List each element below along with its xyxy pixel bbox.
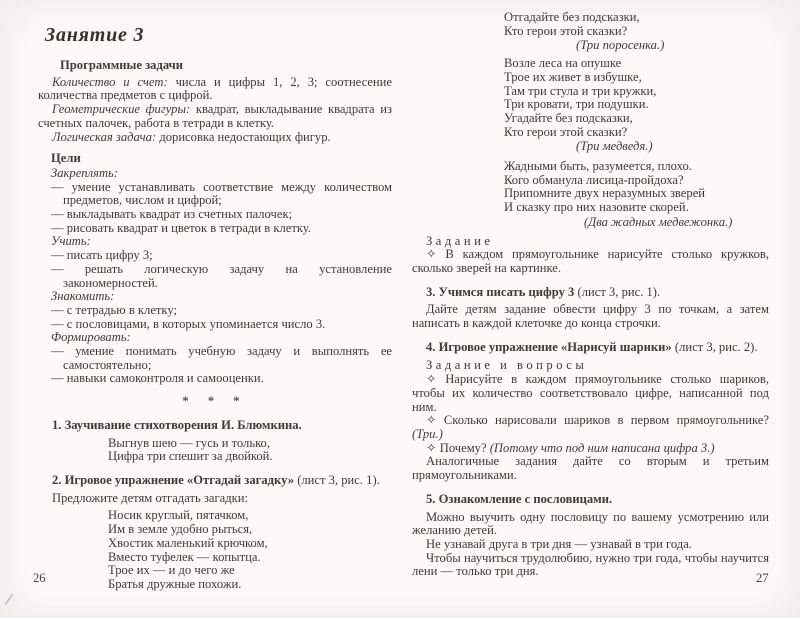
question-answer: (Три.) (412, 426, 443, 441)
lesson-title: Занятие 3 (45, 24, 145, 46)
question-text: Почему? (439, 440, 487, 455)
poem-block (108, 509, 392, 591)
program-text: числа и цифры 1, 2, 3; соотнесение количества предметов с цифрой. (38, 74, 392, 103)
page-left (38, 0, 392, 594)
section-5-heading: 5. Ознакомление с пословицами. (426, 491, 613, 506)
poem-line: Возле леса на опушке (504, 56, 622, 71)
task-paragraph (412, 414, 769, 441)
poem-line: Кто герои этой сказки? (504, 124, 628, 139)
poem-line: Хвостик маленький крючком, (108, 535, 268, 550)
poem-line: Выгнув шею — гусь и только, (108, 435, 270, 450)
poem-line: Трое их — и до чего же (108, 563, 235, 578)
program-paragraph (38, 131, 392, 145)
riddle-block (504, 57, 769, 139)
riddle-block (504, 160, 769, 215)
page-number-left: 26 (33, 571, 46, 585)
section-4-note: Аналогичные задания дайте со вторым и третьим прямоугольниками. (412, 454, 769, 483)
question-text: Сколько нарисовали шариков в первом прямоугольнике? (443, 413, 769, 428)
poem-line: Вместо туфелек — копытца. (108, 549, 261, 564)
goal-group-label: Формировать: (51, 330, 131, 345)
diamond-icon: ✧ (426, 372, 437, 387)
section-2-heading-bold: 2. Игровое упражнение «Отгадай загадку» (52, 472, 295, 487)
goals-heading: Цели (51, 151, 81, 166)
proverb: Не узнавай друга в три дня — узнавай в три года. (426, 536, 692, 551)
diamond-icon: ✧ (426, 247, 437, 262)
proverb: Чтобы научиться трудолюбию, нужно три года, чтобы научится лени — только три дня. (412, 550, 769, 579)
riddle-answer: (Два жадных медвежонка.) (584, 214, 733, 229)
poem-line: Носик круглый, пятачком, (108, 508, 249, 523)
goal-item: — выкладывать квадрат из счетных палочек; (51, 207, 293, 222)
goal-item: — с тетрадью в клетку; (51, 302, 177, 317)
goal-group-label: Знакомить: (51, 289, 115, 304)
poem-line: Три кровати, три подушки. (504, 97, 649, 112)
task-text: В каждом прямоугольнике нарисуйте столько кружков, сколько зверей на картинке. (412, 247, 769, 275)
program-lead: Логическая задача: (52, 129, 157, 144)
poem-line: Припомните двух неразумных зверей (504, 186, 706, 201)
section-3-heading (412, 286, 769, 300)
task-paragraph (412, 442, 769, 456)
poem-line: Кто герои этой сказки? (504, 23, 628, 38)
task-paragraph (412, 373, 769, 414)
poem-line: Отгадайте без подсказки, (504, 10, 640, 24)
riddle-answer: (Три медведя.) (576, 139, 653, 154)
proverbs-paragraph: Можно выучить одну пословицу по вашему усмотрению или желанию детей. (412, 509, 769, 538)
goal-item: — писать цифру 3; (51, 248, 153, 263)
program-lead: Геометрические фигуры: (52, 102, 191, 117)
poem-line: Там три стула и три кружки, (504, 83, 657, 98)
poem-line: Жадными быть, разумеется, плохо. (504, 159, 692, 174)
section-4-heading (412, 341, 769, 355)
page-number-right: 27 (756, 571, 769, 585)
riddle-block (504, 11, 769, 38)
riddle-answer: (Три поросенка.) (576, 38, 665, 53)
section-separator-stars: * * * (182, 394, 248, 409)
goal-item: — с пословицами, в которых упоминается число 3. (51, 316, 326, 331)
goal-group-label: Учить: (51, 234, 91, 249)
section-3-heading-ref: (лист 3, рис. 1). (577, 284, 661, 299)
poem-line: Цифра три спешит за двойкой. (108, 449, 273, 464)
page-right (412, 0, 769, 579)
section-2-heading-ref: (лист 3, рис. 1). (297, 472, 380, 487)
task-paragraph (412, 248, 769, 275)
diamond-icon: ✧ (426, 440, 437, 455)
program-lead: Количество и счет: (52, 74, 168, 89)
program-tasks-heading: Программные задачи (60, 58, 183, 72)
poem-line: Угадайте без подсказки, (504, 110, 633, 125)
goal-item: — умение понимать учебную задачу и выполнять ее самостоятельно; (51, 344, 392, 372)
question-answer: (Потому что под ним написана цифра 3.) (489, 440, 715, 455)
question-text: Нарисуйте в каждом прямоугольнике столько шариков, чтобы их количество соответствовало цифре, написанной под ним. (412, 372, 769, 414)
diamond-icon: ✧ (426, 413, 437, 428)
goal-item: — решать логическую задачу на установление закономерностей. (51, 261, 392, 290)
section-3-text: Дайте детям задание обвести цифру 3 по точкам, а затем написать в каждой клеточке до конца строчки. (412, 302, 769, 331)
poem-block (108, 437, 392, 464)
section-3-heading-bold: 3. Учимся писать цифру 3 (426, 284, 575, 299)
section-2-heading (38, 474, 392, 488)
program-paragraph (38, 76, 392, 103)
program-paragraph (38, 103, 392, 130)
goal-item: — навыки самоконтроля и самооценки. (51, 371, 264, 386)
section-4-heading-ref: (лист 3, рис. 2). (674, 339, 758, 354)
poem-line: Им в земле удобно рыться, (108, 522, 253, 537)
goal-item: — умение устанавливать соответствие между количеством предметов, числом и цифрой; (51, 179, 392, 208)
goal-group-label: Закреплять: (51, 165, 118, 180)
riddles-intro: Предложите детям отгадать загадки: (52, 490, 248, 505)
poem-line: И сказку про них назовите скорей. (504, 200, 689, 215)
section-4-heading-bold: 4. Игровое упражнение «Нарисуй шарики» (426, 339, 672, 354)
task-label: Задание (426, 233, 494, 248)
program-text: дорисовка недостающих фигур. (159, 129, 331, 144)
poem-line: Трое их живет в избушке, (504, 69, 642, 84)
section-1-heading: 1. Заучивание стихотворения И. Блюмкина. (52, 417, 302, 432)
poem-line: Братья дружные похожи. (108, 576, 242, 591)
goal-item: — рисовать квадрат и цветок в тетради в клетку. (51, 220, 311, 235)
scan-watermark-mark (4, 593, 22, 611)
poem-line: Кого обманула лисица-пройдоха? (504, 172, 684, 187)
task-questions-label: Задание и вопросы (426, 358, 588, 373)
program-text: квадрат, выкладывание квадрата из счетных палочек, работа в тетради в клетку. (38, 102, 392, 130)
